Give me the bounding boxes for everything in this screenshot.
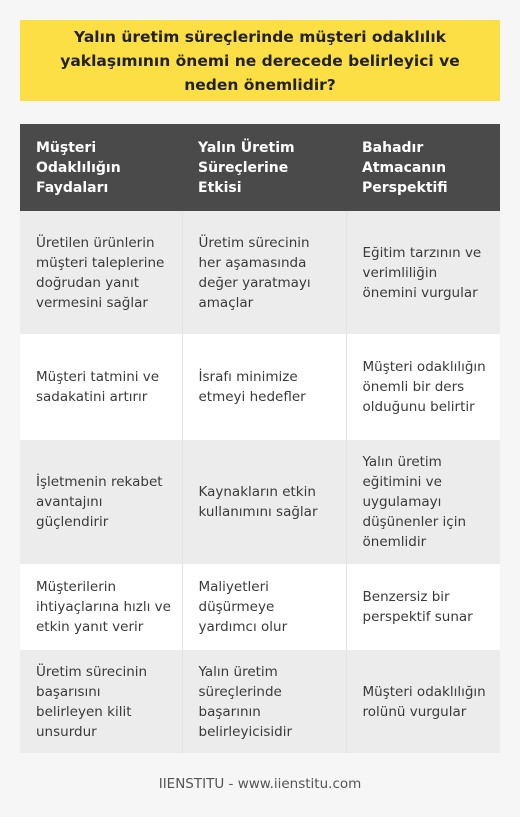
column-header-benefits: Müşteri Odaklılığın Faydaları	[20, 124, 182, 211]
table-cell: Müşteri odaklılığın önemli bir ders olduğunu belirtir	[346, 334, 500, 440]
table-cell: Yalın üretim süreçlerinde başarının belirleyicisidir	[182, 650, 346, 753]
table-cell: Müşteri tatmini ve sadakatini artırır	[20, 334, 182, 440]
title-banner	[20, 20, 500, 101]
table-row	[20, 334, 500, 440]
table-cell: Müşterilerin ihtiyaçlarına hızlı ve etkin yanıt verir	[20, 564, 182, 650]
table-cell: Benzersiz bir perspektif sunar	[346, 564, 500, 650]
table-row	[20, 564, 500, 650]
table-cell: Müşteri odaklılığın rolünü vurgular	[346, 650, 500, 753]
column-header-perspective: Bahadır Atmacanın Perspektifi	[346, 124, 500, 211]
table-cell: Kaynakların etkin kullanımını sağlar	[182, 440, 346, 564]
page-title: Yalın üretim süreçlerinde müşteri odaklılık yaklaşımının önemi ne derecede belirleyici ve neden önemlidir?	[60, 27, 460, 94]
table-row	[20, 650, 500, 753]
table-cell: Üretilen ürünlerin müşteri taleplerine doğrudan yanıt vermesini sağlar	[20, 211, 182, 334]
table-cell: Üretim sürecinin başarısını belirleyen kilit unsurdur	[20, 650, 182, 753]
table-row	[20, 211, 500, 334]
table-cell: Üretim sürecinin her aşamasında değer yaratmayı amaçlar	[182, 211, 346, 334]
table-cell: İşletmenin rekabet avantajını güçlendirir	[20, 440, 182, 564]
table-cell: Maliyetleri düşürmeye yardımcı olur	[182, 564, 346, 650]
table-cell: Yalın üretim eğitimini ve uygulamayı düşünenler için önemlidir	[346, 440, 500, 564]
table-cell: Eğitim tarzının ve verimliliğin önemini vurgular	[346, 211, 500, 334]
table-cell: İsrafı minimize etmeyi hedefler	[182, 334, 346, 440]
table-header-row	[20, 124, 500, 211]
table-row	[20, 440, 500, 564]
comparison-table	[20, 124, 500, 753]
footer-credit: IIENSTITU - www.iienstitu.com	[158, 776, 362, 792]
column-header-lean-impact: Yalın Üretim Süreçlerine Etkisi	[182, 124, 346, 211]
